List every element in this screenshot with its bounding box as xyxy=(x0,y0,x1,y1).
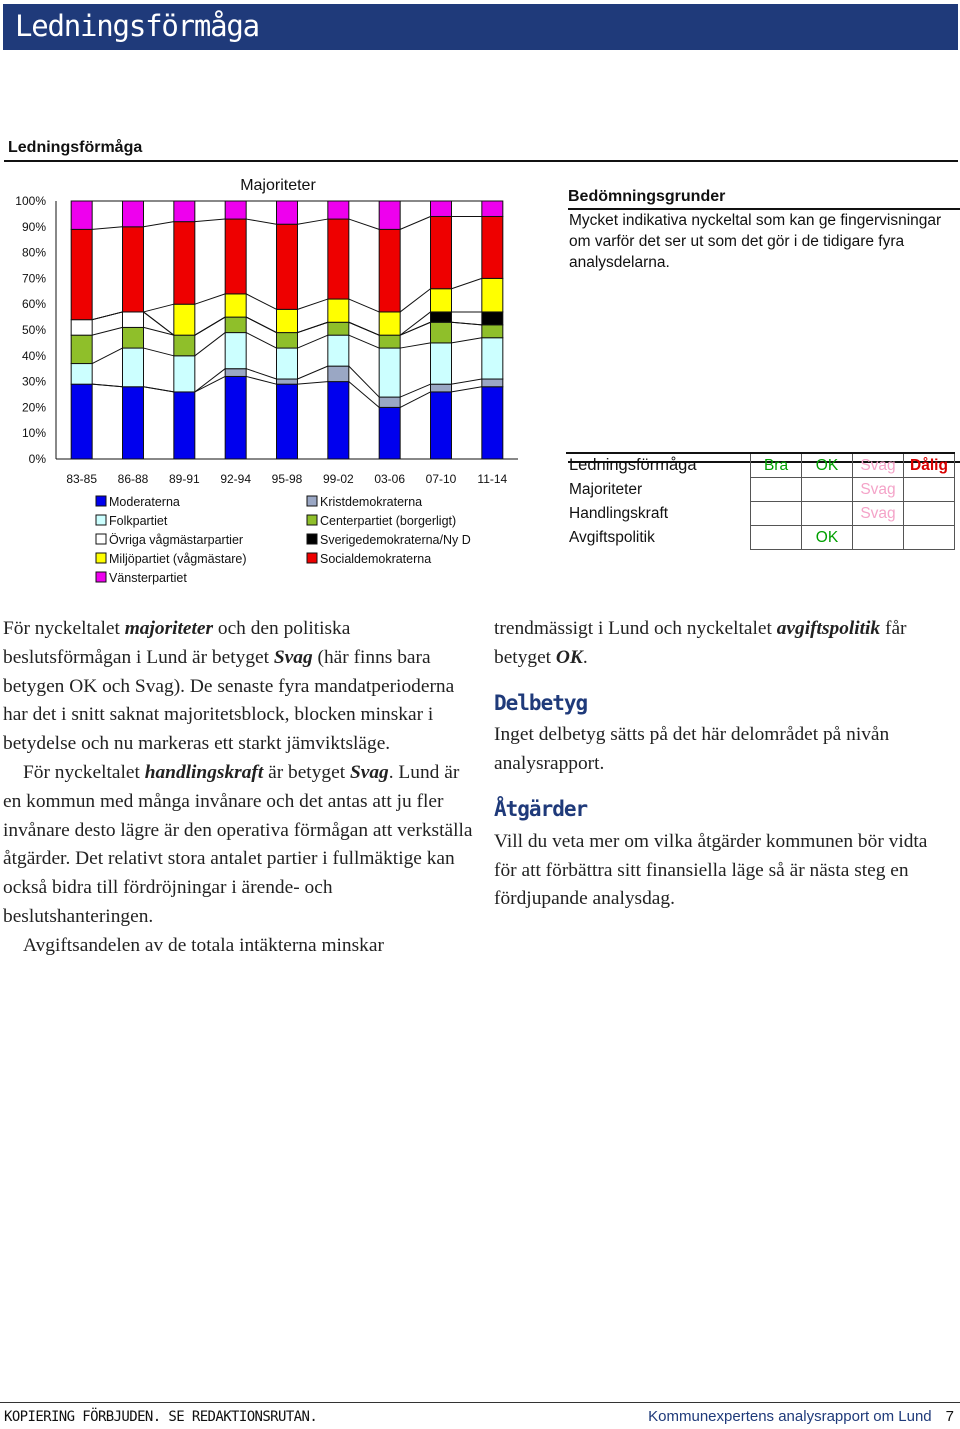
footer-report-name: Kommunexpertens analysrapport om Lund 7 xyxy=(648,1408,954,1425)
paragraph: Inget delbetyg sätts på det här delområdet på nivån analysrapport. xyxy=(494,724,890,775)
bar-segment xyxy=(379,335,400,348)
legend-swatch xyxy=(307,496,317,506)
series-connector xyxy=(400,384,430,397)
criteria-title: Bedömningsgrunder xyxy=(568,188,726,205)
bar-segment xyxy=(379,229,400,312)
series-connector xyxy=(298,322,328,332)
bar-segment xyxy=(71,229,92,319)
series-connector xyxy=(195,219,225,222)
series-connector xyxy=(349,366,379,397)
series-connector xyxy=(400,289,430,312)
bar-segment xyxy=(123,348,144,387)
bar-segment xyxy=(482,325,503,338)
bar-segment xyxy=(277,333,298,348)
bar-segment xyxy=(328,201,349,219)
rating-cell xyxy=(751,502,802,526)
series-connector xyxy=(144,304,174,312)
series-connector xyxy=(400,312,430,335)
header-band xyxy=(3,4,958,50)
bar-segment xyxy=(482,278,503,312)
series-connector xyxy=(195,369,225,392)
bar-segment xyxy=(277,309,298,332)
bar-segment xyxy=(277,348,298,379)
bar-segment xyxy=(431,384,452,392)
series-connector xyxy=(246,317,276,332)
rating-cell xyxy=(751,526,802,550)
bar-segment xyxy=(431,216,452,288)
series-connector xyxy=(144,348,174,356)
series-connector xyxy=(92,327,122,335)
rating-cell xyxy=(904,478,955,502)
paragraph: trendmässigt i Lund och nyckeltalet avgiftspolitik får betyget OK. xyxy=(494,618,907,668)
legend-swatch xyxy=(96,572,106,582)
bar-segment xyxy=(277,379,298,384)
rating-cell-value: OK xyxy=(802,526,853,550)
rating-row xyxy=(566,478,955,502)
bar-segment xyxy=(379,312,400,335)
bar-segment xyxy=(379,407,400,459)
series-connector xyxy=(400,392,430,407)
grade-bra: Bra xyxy=(751,453,802,478)
bar-segment xyxy=(174,335,195,356)
legend-label: Sverigedemokraterna/Ny D xyxy=(320,533,471,547)
series-connector xyxy=(349,299,379,312)
series-connector xyxy=(92,312,122,320)
legend-label: Övriga vågmästarpartier xyxy=(109,533,244,547)
legend-swatch xyxy=(307,553,317,563)
bar-segment xyxy=(431,312,452,322)
footer-copyright: KOPIERING FÖRBJUDEN. SE REDAKTIONSRUTAN. xyxy=(4,1409,318,1425)
series-connector xyxy=(452,338,482,343)
y-tick-label: 30% xyxy=(21,374,46,389)
series-connector xyxy=(144,222,174,227)
rating-row-label: Handlingskraft xyxy=(566,502,751,526)
chart-title: Majoriteter xyxy=(240,177,316,194)
legend-label: Centerpartiet (borgerligt) xyxy=(320,514,457,528)
series-connector xyxy=(400,322,430,335)
rating-header-row xyxy=(566,453,955,478)
body-right-column xyxy=(494,615,954,914)
series-connector xyxy=(400,343,430,348)
legend-swatch xyxy=(96,534,106,544)
bar-segment xyxy=(277,201,298,224)
bar-segment xyxy=(225,317,246,332)
bar-segment xyxy=(225,333,246,369)
bar-segment xyxy=(328,335,349,366)
series-connector xyxy=(92,227,122,230)
x-tick-label: 83-85 xyxy=(66,472,98,486)
bar-segment xyxy=(482,201,503,216)
rating-table xyxy=(566,452,955,550)
series-connector xyxy=(246,294,276,309)
bar-segment xyxy=(174,304,195,335)
majoriteter-chart xyxy=(0,160,560,600)
bar-segment xyxy=(71,335,92,363)
legend-label: Kristdemokraterna xyxy=(320,495,423,509)
bar-segment xyxy=(482,379,503,387)
legend-label: Moderaterna xyxy=(109,495,180,509)
series-connector xyxy=(349,382,379,408)
bar-segment xyxy=(71,320,92,335)
y-tick-label: 0% xyxy=(28,452,46,466)
bar-segment xyxy=(123,227,144,312)
series-connector xyxy=(195,294,225,304)
legend-label: Folkpartiet xyxy=(109,514,168,528)
rating-cell xyxy=(853,526,904,550)
series-connector xyxy=(195,317,225,335)
series-connector xyxy=(144,387,174,392)
bar-segment xyxy=(482,338,503,379)
bar-segment xyxy=(431,392,452,459)
x-tick-label: 92-94 xyxy=(220,472,252,486)
legend-swatch xyxy=(96,515,106,525)
rating-row-label: Majoriteter xyxy=(566,478,751,502)
series-connector xyxy=(349,219,379,229)
legend-swatch xyxy=(96,496,106,506)
series-connector xyxy=(246,333,276,348)
series-connector xyxy=(452,322,482,325)
legend-label: Socialdemokraterna xyxy=(320,552,432,566)
bar-segment xyxy=(328,322,349,335)
bar-segment xyxy=(225,219,246,294)
bar-segment xyxy=(71,384,92,459)
series-connector xyxy=(452,387,482,392)
bar-segment xyxy=(123,201,144,227)
y-tick-label: 90% xyxy=(21,219,46,234)
bar-segment xyxy=(328,219,349,299)
criteria-text: Mycket indikativa nyckeltal som kan ge fingervisningar om varför det ser ut som det gör i de tidigare fyra analysdelarna. xyxy=(569,212,942,271)
grade-dalig: Dålig xyxy=(904,453,955,478)
series-connector xyxy=(298,335,328,348)
series-connector xyxy=(349,322,379,335)
rating-row xyxy=(566,502,955,526)
legend-swatch xyxy=(307,515,317,525)
x-tick-label: 89-91 xyxy=(168,472,200,486)
series-connector xyxy=(195,333,225,356)
y-tick-label: 70% xyxy=(21,271,46,286)
y-tick-label: 40% xyxy=(21,348,46,363)
bar-segment xyxy=(482,216,503,278)
series-connector xyxy=(298,219,328,224)
rating-row-label: Avgiftspolitik xyxy=(566,526,751,550)
bar-segment xyxy=(123,312,144,327)
series-connector xyxy=(452,278,482,288)
rating-cell xyxy=(904,502,955,526)
legend-swatch xyxy=(96,553,106,563)
rating-cell-value: Svag xyxy=(853,478,904,502)
series-connector xyxy=(349,335,379,348)
paragraph: Avgiftsandelen av de totala intäkterna minskar xyxy=(23,934,384,956)
rating-cell xyxy=(802,502,853,526)
bar-segment xyxy=(123,387,144,459)
legend-label: Miljöpartiet (vågmästare) xyxy=(109,552,247,566)
paragraph: Vill du veta mer om vilka åtgärder kommunen bör vidta för att förbättra sitt finansiella läge så är nästa steg en fördjupande analysdag. xyxy=(494,830,928,910)
section-title: Ledningsförmåga xyxy=(8,139,143,156)
rating-cell xyxy=(802,478,853,502)
y-tick-label: 80% xyxy=(21,245,46,260)
bar-segment xyxy=(379,397,400,407)
bar-segment xyxy=(71,364,92,385)
x-tick-label: 11-14 xyxy=(477,472,508,486)
bar-segment xyxy=(174,222,195,305)
y-tick-label: 50% xyxy=(21,323,46,337)
x-tick-label: 95-98 xyxy=(271,472,303,486)
bar-segment xyxy=(379,348,400,397)
series-connector xyxy=(298,382,328,385)
series-connector xyxy=(400,216,430,229)
footer-rule xyxy=(0,1402,960,1403)
x-tick-label: 86-88 xyxy=(117,472,149,486)
paragraph: För nyckeltalet majoriteter och den politiska beslutsförmågan i Lund är betyget Svag (här finns bara betygen OK och Svag). De senaste fyra mandatperioderna har det i snitt saknat majoritetsblock, blocken minskar i betydelse och nu markeras ett starkt jämviktsläge. xyxy=(3,618,455,755)
bar-segment xyxy=(174,392,195,459)
body-left-column xyxy=(3,615,473,961)
series-connector xyxy=(92,384,122,387)
bar-segment xyxy=(328,299,349,322)
bar-segment xyxy=(225,201,246,219)
bar-segment xyxy=(379,201,400,229)
page-number: 7 xyxy=(945,1408,954,1425)
bar-segment xyxy=(328,366,349,381)
rating-cell-value: Svag xyxy=(853,502,904,526)
bar-segment xyxy=(431,201,452,216)
paragraph: För nyckeltalet handlingskraft är betyget Svag. Lund är en kommun med många invånare och det antas att ju fler invånare desto lägre är den operativa förmågan att verkställa åtgärder. Det relativt stora antalet partier i fullmäktige kan också bidra till fördröjningar i ärende- och beslutshanteringen. xyxy=(3,761,473,927)
x-tick-label: 99-02 xyxy=(322,472,354,486)
series-connector xyxy=(195,376,225,391)
bar-segment xyxy=(225,294,246,317)
bar-segment xyxy=(225,369,246,377)
bar-segment xyxy=(482,312,503,325)
y-tick-label: 20% xyxy=(21,400,46,415)
section-heading-delbetyg: Delbetyg xyxy=(494,690,588,715)
rating-header-label: Ledningsförmåga xyxy=(566,453,751,478)
bar-segment xyxy=(431,322,452,343)
bar-segment xyxy=(174,201,195,222)
y-tick-label: 10% xyxy=(21,426,46,441)
rating-cell xyxy=(904,526,955,550)
series-connector xyxy=(246,219,276,224)
bar-segment xyxy=(71,201,92,229)
rating-cell xyxy=(751,478,802,502)
x-tick-label: 07-10 xyxy=(425,472,457,486)
bar-segment xyxy=(225,376,246,459)
bar-segment xyxy=(328,382,349,459)
legend-label: Vänsterpartiet xyxy=(109,571,187,585)
y-tick-label: 60% xyxy=(21,297,46,312)
bar-segment xyxy=(277,384,298,459)
grade-ok: OK xyxy=(802,453,853,478)
bar-segment xyxy=(277,224,298,309)
rating-row xyxy=(566,526,955,550)
legend-swatch xyxy=(307,534,317,544)
bar-segment xyxy=(431,289,452,312)
x-tick-label: 03-06 xyxy=(374,472,406,486)
bar-segment xyxy=(123,327,144,348)
y-tick-label: 100% xyxy=(15,194,46,208)
bar-segment xyxy=(482,387,503,459)
series-connector xyxy=(298,366,328,379)
series-connector xyxy=(298,299,328,309)
grade-svag: Svag xyxy=(853,453,904,478)
page-title: Ledningsförmåga xyxy=(15,9,259,43)
section-heading-atgarder: Åtgärder xyxy=(494,796,588,821)
series-connector xyxy=(452,379,482,384)
bar-segment xyxy=(431,343,452,384)
series-connector xyxy=(92,348,122,363)
bar-segment xyxy=(174,356,195,392)
